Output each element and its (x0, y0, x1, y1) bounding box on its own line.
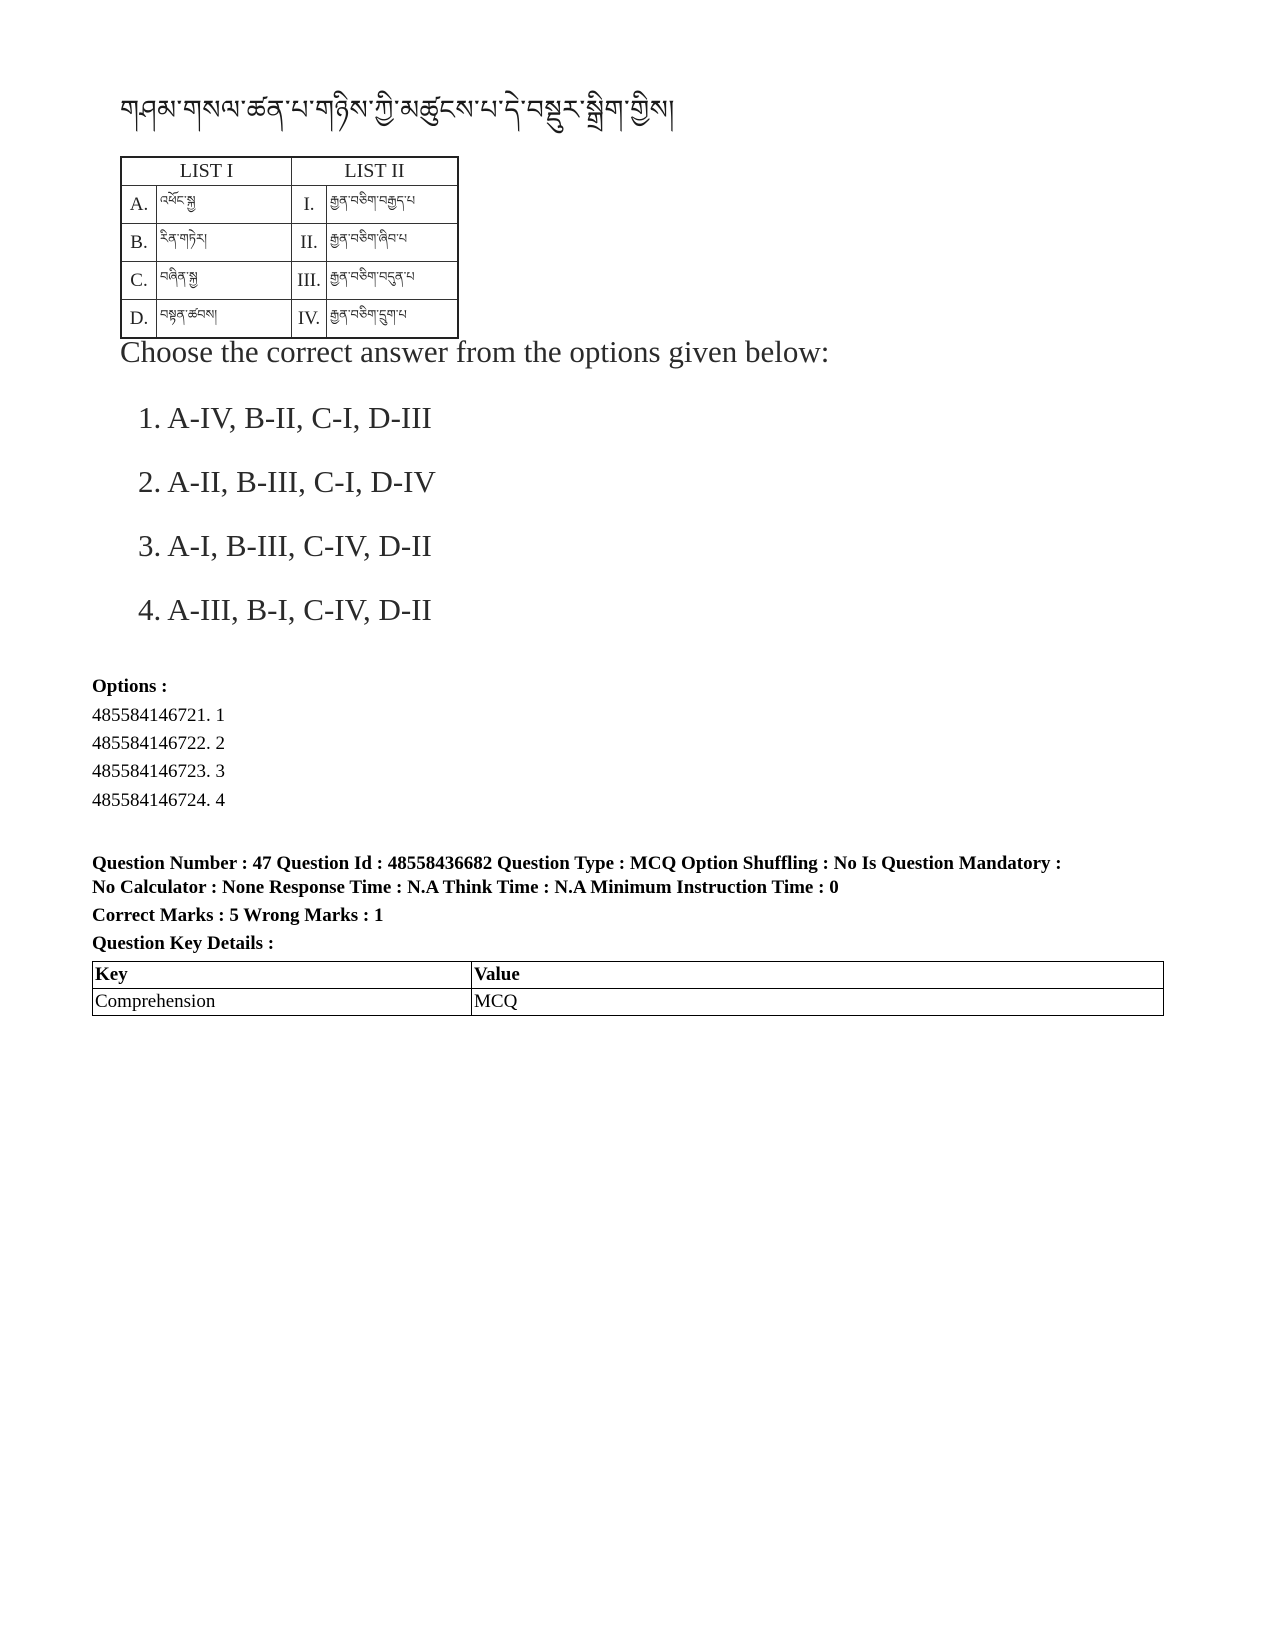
list-2-item: རྒྱན་བཅིག་དྲུག་པ (327, 300, 459, 339)
key-cell: Comprehension (93, 989, 472, 1016)
list-1-item: བཞིན་སྐྱ (157, 262, 292, 300)
marks-info: Correct Marks : 5 Wrong Marks : 1 (92, 905, 384, 926)
key-details-title: Question Key Details : (92, 933, 275, 954)
list-2-numeral: IV. (292, 300, 327, 339)
table-row (93, 989, 1164, 1016)
option-item: 485584146723. 3 (92, 761, 225, 782)
answer-choice-3: 3. A-I, B-III, C-IV, D-II (138, 528, 432, 563)
list-2-header: LIST II (292, 157, 459, 186)
option-item: 485584146721. 1 (92, 705, 225, 726)
answer-choice-1: 1. A-IV, B-II, C-I, D-III (138, 400, 432, 435)
question-meta-line-1: Question Number : 47 Question Id : 48558436682 Question Type : MCQ Option Shuffling : No Is Question Mandatory : (92, 853, 1062, 874)
list-1-letter: D. (121, 300, 157, 339)
option-item: 485584146722. 2 (92, 733, 225, 754)
value-cell: MCQ (472, 989, 1164, 1016)
match-row (121, 300, 458, 339)
match-row (121, 186, 458, 224)
question-image (110, 78, 930, 663)
list-2-numeral: I. (292, 186, 327, 224)
list-1-letter: B. (121, 224, 157, 262)
list-2-item: རྒྱན་བཅིག་བདུན་པ (327, 262, 459, 300)
list-1-item: རིན་གཏེར། (157, 224, 292, 262)
list-2-item: རྒྱན་བཅིག་ཞིབ་པ (327, 224, 459, 262)
options-title: Options : (92, 676, 168, 697)
list-1-item: བསྟན་ཚབས། (157, 300, 292, 339)
match-row (121, 262, 458, 300)
key-details-table (92, 961, 1164, 1016)
option-item: 485584146724. 4 (92, 790, 225, 811)
list-2-numeral: III. (292, 262, 327, 300)
list-1-item: འཕོང་སྐྱ (157, 186, 292, 224)
match-list-table (120, 156, 459, 339)
answer-choice-2: 2. A-II, B-III, C-I, D-IV (138, 464, 436, 499)
question-meta-line-2: No Calculator : None Response Time : N.A Think Time : N.A Minimum Instruction Time : 0 (92, 877, 839, 898)
list-2-numeral: II. (292, 224, 327, 262)
question-instruction: Choose the correct answer from the options given below: (120, 334, 830, 369)
question-heading-tibetan: གཤམ་གསལ་ཚན་པ་གཉིས་ཀྱི་མཚུངས་པ་དེ་བསྡུར་སྒྲིག་གྱིས། (120, 95, 675, 126)
match-row (121, 224, 458, 262)
key-header: Key (93, 962, 472, 989)
list-1-letter: A. (121, 186, 157, 224)
value-header: Value (472, 962, 1164, 989)
list-1-header: LIST I (121, 157, 292, 186)
list-2-item: རྒྱན་བཅིག་བརྒྱད་པ (327, 186, 459, 224)
answer-choice-4: 4. A-III, B-I, C-IV, D-II (138, 592, 432, 627)
list-1-letter: C. (121, 262, 157, 300)
